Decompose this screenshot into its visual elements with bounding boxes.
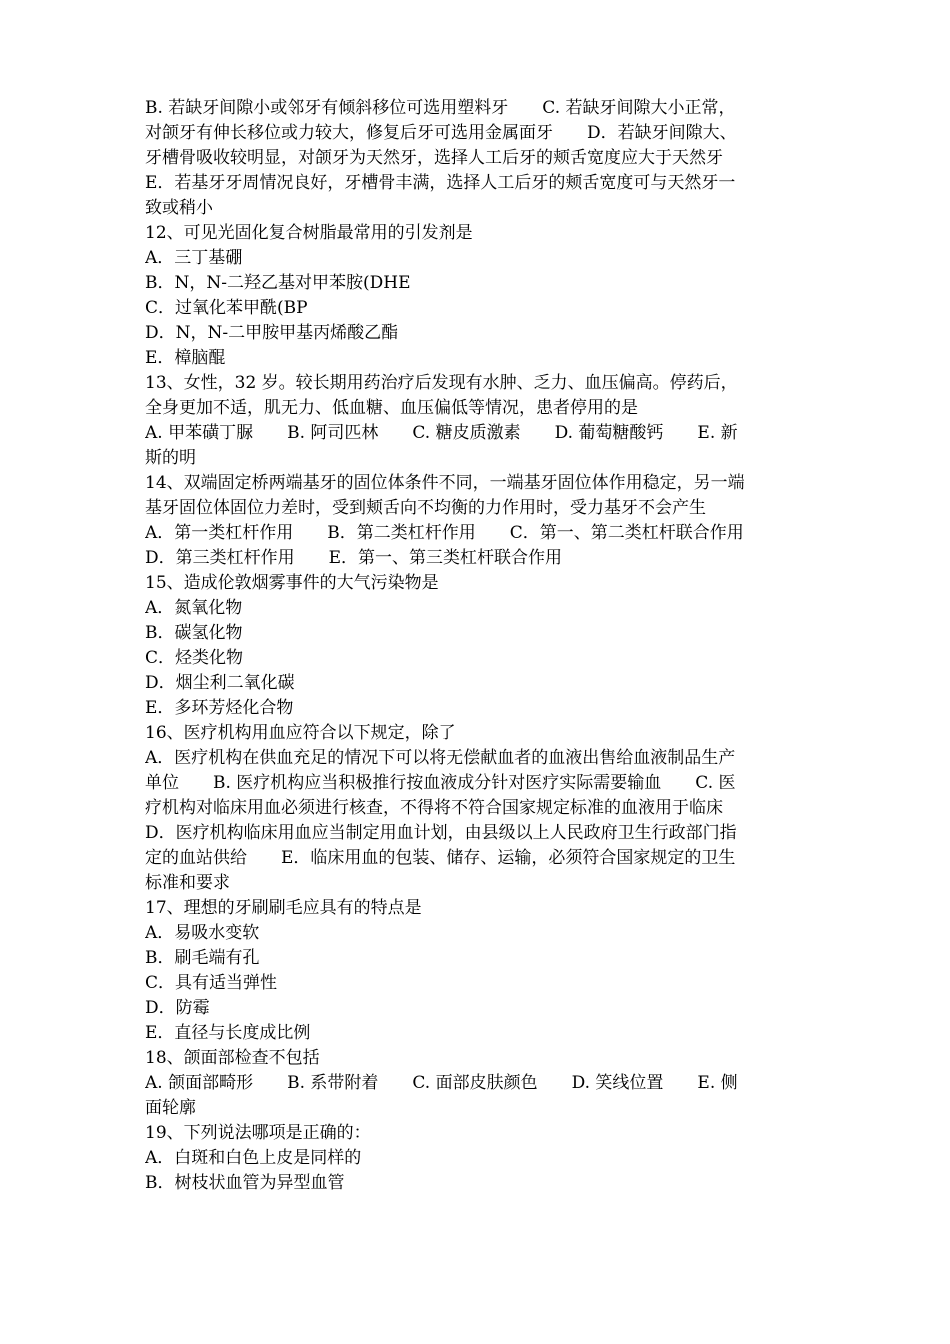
- document-page: [145, 96, 815, 1196]
- text-line: 对颌牙有伸长移位或力较大，修复后牙可选用金属面牙 D．若缺牙间隙大、: [145, 123, 737, 143]
- question-15-stem: 15、造成伦敦烟雾事件的大气污染物是: [145, 573, 439, 593]
- option-e: E．多环芳烃化合物: [145, 698, 294, 718]
- question-16-options-cont: 疗机构对临床用血必须进行核查，不得将不符合国家规定标准的血液用于临床: [145, 798, 723, 818]
- option-e: E．樟脑醌: [145, 348, 226, 368]
- text-line: B. 若缺牙间隙小或邻牙有倾斜移位可选用塑料牙 C. 若缺牙间隙大小正常，: [145, 98, 736, 118]
- option-d: D．烟尘利二氧化碳: [145, 673, 295, 693]
- question-14-options: A．第一类杠杆作用 B．第二类杠杆作用 C．第一、第二类杠杆联合作用: [145, 523, 744, 543]
- option-b: B．刷毛端有孔: [145, 948, 260, 968]
- question-14-stem-cont: 基牙固位体固位力差时，受到颊舌向不均衡的力作用时，受力基牙不会产生: [145, 498, 706, 518]
- question-12-stem: 12、可见光固化复合树脂最常用的引发剂是: [145, 223, 473, 243]
- option-a: A．氮氧化物: [145, 598, 243, 618]
- option-a: A．白斑和白色上皮是同样的: [145, 1148, 362, 1168]
- text-line: E．若基牙牙周情况良好，牙槽骨丰满，选择人工后牙的颊舌宽度可与天然牙一: [145, 173, 736, 193]
- option-b: B．N，N-二羟乙基对甲苯胺(DHE: [145, 273, 411, 293]
- question-14-stem: 14、双端固定桥两端基牙的固位体条件不同，一端基牙固位体作用稳定，另一端: [145, 473, 745, 493]
- text-line: 致或稍小: [145, 198, 213, 218]
- option-b: B．碳氢化物: [145, 623, 243, 643]
- question-13-stem: 13、女性，32 岁。较长期用药治疗后发现有水肿、乏力、血压偏高。停药后，: [145, 373, 738, 393]
- question-18-stem: 18、颌面部检查不包括: [145, 1048, 320, 1068]
- option-e: E．直径与长度成比例: [145, 1023, 311, 1043]
- question-16-stem: 16、医疗机构用血应符合以下规定，除了: [145, 723, 456, 743]
- question-13-options: A. 甲苯磺丁脲 B. 阿司匹林 C. 糖皮质激素 D. 葡萄糖酸钙 E. 新: [145, 423, 738, 443]
- question-13-options-cont: 斯的明: [145, 448, 196, 468]
- question-18-options: A. 颌面部畸形 B. 系带附着 C. 面部皮肤颜色 D. 笑线位置 E. 侧: [145, 1073, 738, 1093]
- question-16-options-cont: 标准和要求: [145, 873, 230, 893]
- question-17-stem: 17、理想的牙刷刷毛应具有的特点是: [145, 898, 422, 918]
- option-b: B．树枝状血管为异型血管: [145, 1173, 345, 1193]
- option-a: A．易吸水变软: [145, 923, 260, 943]
- option-c: C．烃类化物: [145, 648, 244, 668]
- question-19-stem: 19、下列说法哪项是正确的：: [145, 1123, 371, 1143]
- option-c: C．具有适当弹性: [145, 973, 278, 993]
- option-c: C．过氧化苯甲酰(BP: [145, 298, 308, 318]
- option-d: D．N，N-二甲胺甲基丙烯酸乙酯: [145, 323, 399, 343]
- question-16-options-cont: 单位 B. 医疗机构应当积极推行按血液成分针对医疗实际需要输血 C. 医: [145, 773, 736, 793]
- question-16-options-cont: 定的血站供给 E．临床用血的包装、储存、运输，必须符合国家规定的卫生: [145, 848, 736, 868]
- question-14-options-cont: D．第三类杠杆作用 E．第一、第三类杠杆联合作用: [145, 548, 563, 568]
- option-a: A．三丁基硼: [145, 248, 243, 268]
- question-18-options-cont: 面轮廓: [145, 1098, 196, 1118]
- question-13-stem-cont: 全身更加不适，肌无力、低血糖、血压偏低等情况，患者停用的是: [145, 398, 638, 418]
- text-line: 牙槽骨吸收较明显，对颌牙为天然牙，选择人工后牙的颊舌宽度应大于天然牙: [145, 148, 723, 168]
- option-d: D．防霉: [145, 998, 210, 1018]
- question-16-options-cont: D．医疗机构临床用血应当制定用血计划，由县级以上人民政府卫生行政部门指: [145, 823, 737, 843]
- question-16-options: A．医疗机构在供血充足的情况下可以将无偿献血者的血液出售给血液制品生产: [145, 748, 736, 768]
